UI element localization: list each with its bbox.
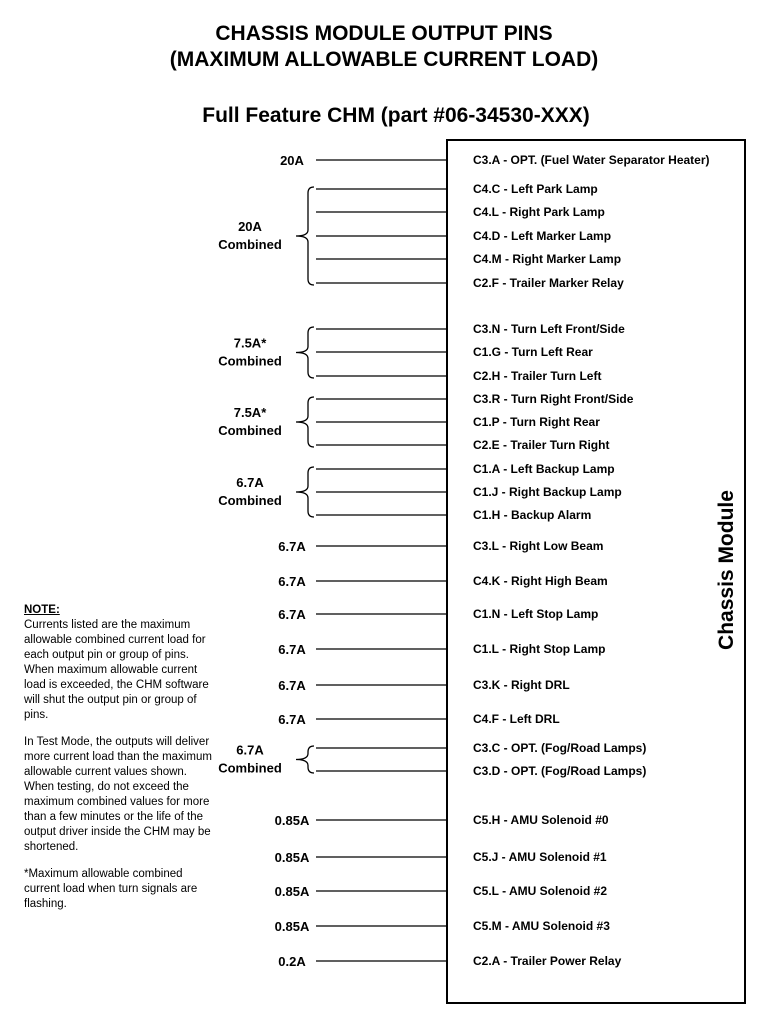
- current-value: 6.7A: [278, 539, 306, 554]
- pin-label: C1.H - Backup Alarm: [473, 508, 592, 522]
- note-paragraph-2: In Test Mode, the outputs will deliver more current load than the maximum allowable current values shown. When testing, do not exceed the maximum combined values for more than a few minutes or the life of the output driver inside the CHM may be shortened.: [24, 736, 212, 853]
- group-brace: [296, 187, 314, 285]
- pin-label: C2.H - Trailer Turn Left: [473, 369, 602, 383]
- pin-label: C2.E - Trailer Turn Right: [473, 438, 610, 452]
- pin-label: C4.L - Right Park Lamp: [473, 205, 605, 219]
- pin-label: C1.A - Left Backup Lamp: [473, 462, 615, 476]
- pin-label: C2.A - Trailer Power Relay: [473, 954, 622, 968]
- group-brace: [296, 397, 314, 447]
- pin-label: C3.A - OPT. (Fuel Water Separator Heater): [473, 153, 710, 167]
- pin-label: C4.C - Left Park Lamp: [473, 182, 598, 196]
- pin-label: C1.P - Turn Right Rear: [473, 415, 600, 429]
- chassis-module-box: [447, 140, 745, 1003]
- pin-label: C5.H - AMU Solenoid #0: [473, 813, 609, 827]
- note-paragraph-3: *Maximum allowable combined current load when turn signals are flashing.: [24, 868, 198, 910]
- pin-label: C4.K - Right High Beam: [473, 574, 608, 588]
- group-current-value: 6.7A: [236, 475, 264, 490]
- current-value: 6.7A: [278, 642, 306, 657]
- current-value: 6.7A: [278, 574, 306, 589]
- group-current-value: 7.5A*: [233, 335, 267, 351]
- pin-label: C1.L - Right Stop Lamp: [473, 642, 606, 656]
- pin-label: C5.M - AMU Solenoid #3: [473, 919, 610, 933]
- current-value: 6.7A: [278, 678, 306, 693]
- current-value: 20A: [280, 153, 304, 168]
- current-value: 0.2A: [278, 954, 306, 969]
- pin-label: C3.C - OPT. (Fog/Road Lamps): [473, 741, 647, 755]
- current-value: 0.85A: [274, 813, 310, 828]
- pin-label: C1.G - Turn Left Rear: [473, 345, 593, 359]
- group-combined-label: Combined: [218, 423, 282, 438]
- pin-label: C2.F - Trailer Marker Relay: [473, 276, 624, 290]
- group-combined-label: Combined: [218, 760, 282, 776]
- note-paragraph-1: Currents listed are the maximum allowable combined current load for each output pin or group of pins. When maximum allowable current load is exceeded, the CHM software will shut the output pin or group of pins.: [24, 619, 209, 721]
- pin-label: C1.J - Right Backup Lamp: [473, 485, 622, 499]
- group-brace: [296, 746, 314, 773]
- title-line-2: (MAXIMUM ALLOWABLE CURRENT LOAD): [169, 48, 599, 71]
- current-value: 6.7A: [278, 607, 306, 622]
- pin-label: C3.K - Right DRL: [473, 678, 570, 692]
- pin-label: C5.L - AMU Solenoid #2: [473, 884, 608, 898]
- note-heading: NOTE:: [24, 604, 60, 616]
- current-value: 6.7A: [278, 712, 306, 727]
- pin-label: C5.J - AMU Solenoid #1: [473, 850, 607, 864]
- group-combined-label: Combined: [218, 493, 282, 508]
- pin-label: C3.N - Turn Left Front/Side: [473, 322, 625, 336]
- group-current-value: 20A: [238, 219, 262, 234]
- current-value: 0.85A: [274, 919, 310, 934]
- current-value: 0.85A: [274, 884, 310, 899]
- pin-label: C3.L - Right Low Beam: [473, 539, 604, 553]
- title-line-1: CHASSIS MODULE OUTPUT PINS: [215, 22, 553, 45]
- group-current-value: 6.7A: [236, 742, 264, 758]
- pin-label: C3.R - Turn Right Front/Side: [473, 392, 634, 406]
- pin-label: C4.F - Left DRL: [473, 712, 560, 726]
- pin-label: C3.D - OPT. (Fog/Road Lamps): [473, 764, 647, 778]
- group-brace: [296, 327, 314, 378]
- current-value: 0.85A: [274, 850, 310, 865]
- note-block: [24, 603, 216, 924]
- chassis-module-label: Chassis Module: [715, 490, 738, 650]
- group-brace: [296, 467, 314, 517]
- pin-label: C4.D - Left Marker Lamp: [473, 229, 612, 243]
- diagram-subtitle: Full Feature CHM (part #06-34530-XXX): [202, 104, 590, 127]
- pin-label: C4.M - Right Marker Lamp: [473, 252, 622, 266]
- group-current-value: 7.5A*: [233, 405, 267, 420]
- group-combined-label: Combined: [218, 353, 282, 369]
- group-combined-label: Combined: [218, 237, 282, 252]
- pin-label: C1.N - Left Stop Lamp: [473, 607, 599, 621]
